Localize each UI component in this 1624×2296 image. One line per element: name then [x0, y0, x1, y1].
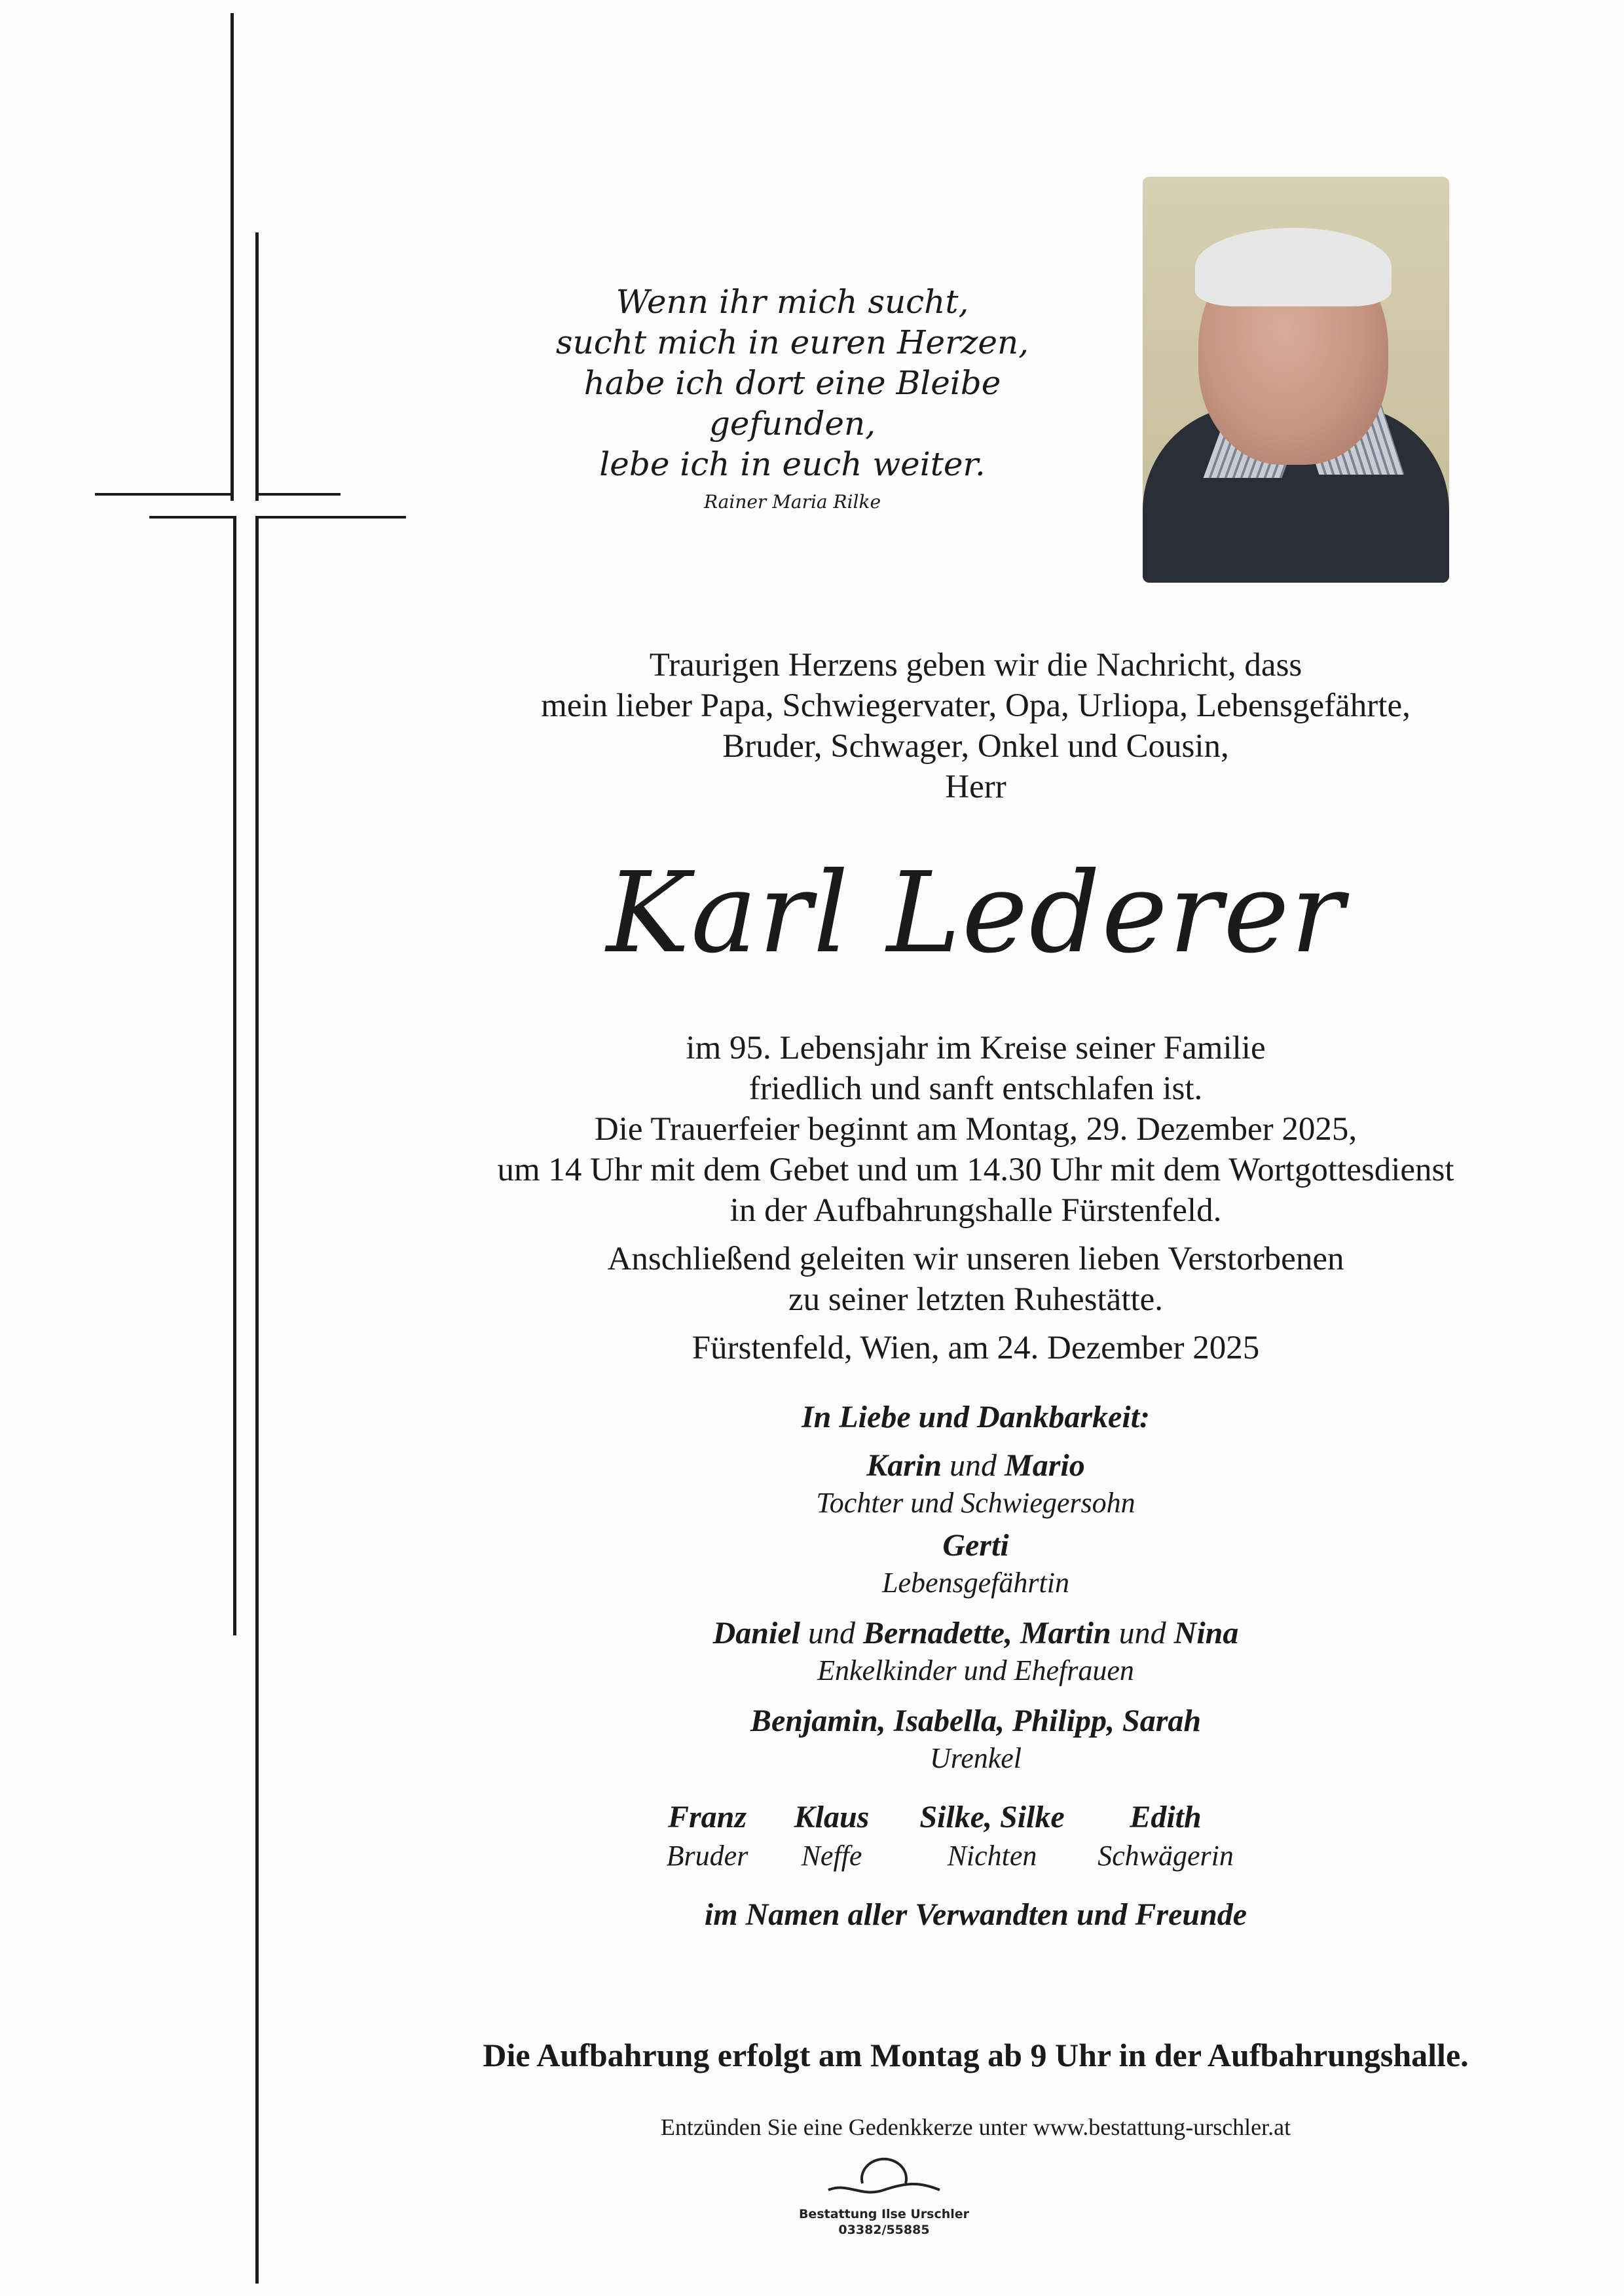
mourner-role: Tochter und Schwiegersohn	[816, 1487, 1135, 1519]
mourner-name: Mario	[1005, 1448, 1085, 1483]
funeral-details	[367, 1028, 1585, 1368]
mourner-conj: und	[800, 1616, 863, 1650]
quote-author: Rainer Maria Rilke	[703, 491, 881, 513]
announcement-line: mein lieber Papa, Schwiegervater, Opa, Urliopa, Lebensgefährte,	[541, 687, 1411, 724]
sibling-name: Silke, Silke	[919, 1800, 1065, 1834]
viewing-notice: Die Aufbahrung erfolgt am Montag ab 9 Uhr in der Aufbahrungshalle.	[483, 2037, 1469, 2073]
details-line: friedlich und sanft entschlafen ist.	[748, 1070, 1203, 1107]
quote-line: Wenn ihr mich sucht,	[616, 283, 969, 321]
sibling-role: Bruder	[666, 1840, 748, 1872]
mourners	[367, 1398, 1585, 1776]
mourner-group	[367, 1702, 1585, 1776]
sibling-name: Edith	[1130, 1800, 1202, 1834]
quote-line: sucht mich in euren Herzen,	[555, 323, 1029, 361]
quote-block	[498, 282, 1087, 513]
announcement-line: Bruder, Schwager, Onkel und Cousin,	[722, 728, 1229, 765]
quote-line: habe ich dort eine Bleibe gefunden,	[583, 364, 1001, 443]
sibling-role: Neffe	[801, 1840, 862, 1872]
portrait-hair	[1195, 228, 1392, 306]
sibling-franz	[642, 1797, 773, 1874]
mourners-heading: In Liebe und Dankbarkeit:	[801, 1400, 1151, 1434]
mourner-conj: und	[942, 1448, 1005, 1483]
sibling-edith	[1067, 1797, 1264, 1874]
arc-wave-logo-icon	[822, 2157, 946, 2203]
sibling-role: Nichten	[947, 1840, 1037, 1872]
portrait-photo	[1143, 177, 1449, 583]
mourner-group	[367, 1614, 1585, 1688]
mourner-group	[367, 1526, 1585, 1601]
mourners-closing: im Namen aller Verwandten und Freunde	[704, 1897, 1247, 1932]
deceased-name: Karl Lederer	[606, 848, 1346, 978]
sibling-silke	[894, 1797, 1090, 1874]
mourner-role: Lebensgefährtin	[882, 1567, 1069, 1599]
sibling-name: Franz	[667, 1800, 747, 1834]
announcement	[367, 645, 1585, 807]
mourner-name: Benjamin, Isabella, Philipp, Sarah	[750, 1704, 1202, 1738]
logo-phone: 03382/55885	[838, 2223, 930, 2237]
mourner-name: Gerti	[942, 1528, 1009, 1563]
details-line: Anschließend geleiten wir unseren lieben Verstorbenen	[607, 1241, 1344, 1277]
mourner-conj: und	[1111, 1616, 1174, 1650]
candle-notice: Entzünden Sie eine Gedenkkerze unter www.bestattung-urschler.at	[660, 2114, 1291, 2140]
sibling-name: Klaus	[794, 1800, 870, 1834]
details-line: in der Aufbahrungshalle Fürstenfeld.	[729, 1192, 1222, 1229]
undertaker-logo	[769, 2157, 999, 2249]
mourner-name: Karin	[866, 1448, 942, 1483]
quote-line: lebe ich in euch weiter.	[599, 445, 986, 483]
mourner-name: Bernadette, Martin	[862, 1616, 1111, 1650]
details-line: Die Trauerfeier beginnt am Montag, 29. Dezember 2025,	[594, 1111, 1357, 1148]
details-line: Fürstenfeld, Wien, am 24. Dezember 2025	[692, 1330, 1260, 1366]
details-line: zu seiner letzten Ruhestätte.	[788, 1281, 1164, 1318]
mourner-role: Urenkel	[929, 1742, 1022, 1774]
details-line: im 95. Lebensjahr im Kreise seiner Familie	[686, 1030, 1266, 1066]
mourner-name: Nina	[1173, 1616, 1239, 1650]
sibling-klaus	[766, 1797, 897, 1874]
mourner-name: Daniel	[712, 1616, 800, 1650]
announcement-line: Traurigen Herzens geben wir die Nachricht, dass	[649, 647, 1302, 683]
announcement-line: Herr	[945, 769, 1006, 805]
mourner-group	[367, 1446, 1585, 1521]
details-line: um 14 Uhr mit dem Gebet und um 14.30 Uhr mit dem Wortgottesdienst	[497, 1152, 1454, 1188]
sibling-role: Schwägerin	[1098, 1840, 1234, 1872]
mourner-role: Enkelkinder und Ehefrauen	[817, 1654, 1134, 1686]
logo-company-name: Bestattung Ilse Urschler	[798, 2207, 970, 2221]
